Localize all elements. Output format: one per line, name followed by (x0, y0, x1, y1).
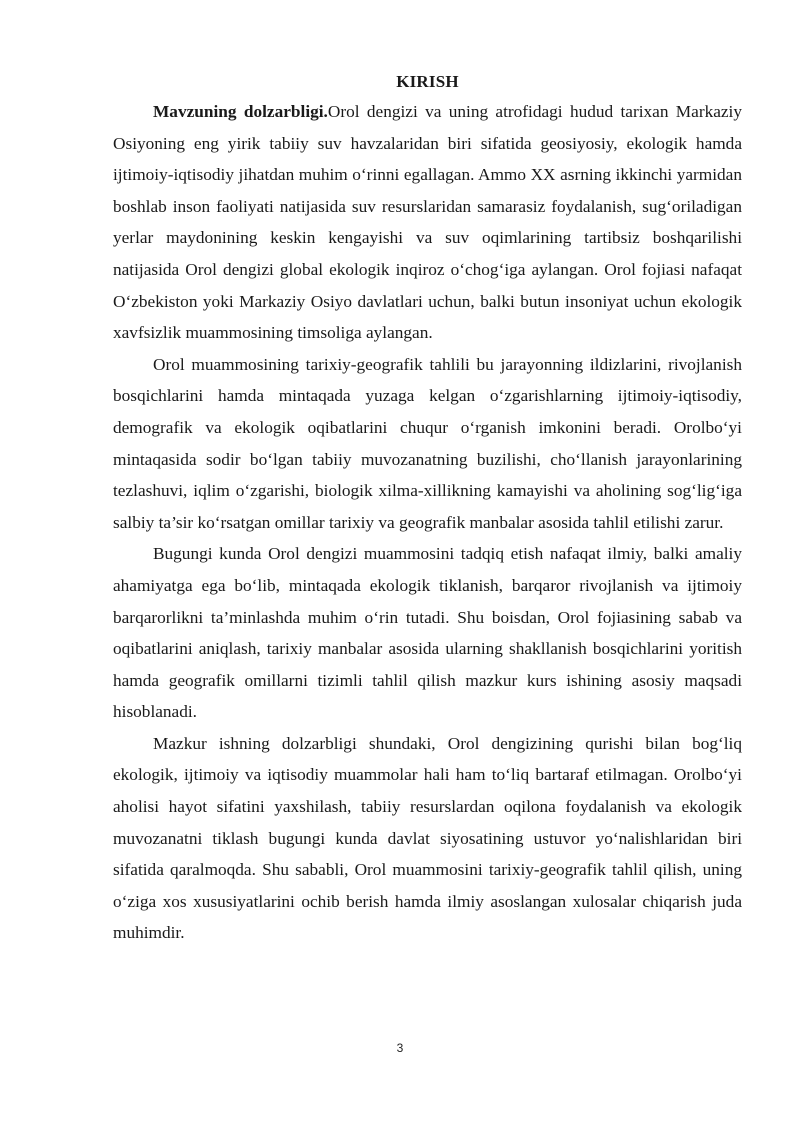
paragraph-text: Mazkur ishning dolzarbligi shundaki, Orol dengizining qurishi bilan bog‘liq ekologik, ijtimoiy va iqtisodiy muammolar hali ham to‘liq bartaraf etilmagan. Orolbo‘yi aholisi hayot sifatini yaxshilash, tabiiy resurslardan oqilona foydalanish va ekologik muvozanatni tiklash bugungi kunda davlat siyosatining ustuvor yo‘nalishlaridan biri sifatida qaralmoqda. Shu sababli, Orol muammosini tarixiy-geografik tahlil qilish, uning o‘ziga xos xususiyatlarini ochib berish hamda ilmiy asoslangan xulosalar chiqarish juda muhimdir. (113, 733, 742, 943)
paragraph-relevance (113, 96, 742, 349)
paragraph-research-goal (113, 538, 742, 728)
paragraph-text: Orol muammosining tarixiy-geografik tahlili bu jarayonning ildizlarini, rivojlanish bosqichlarini hamda mintaqada yuzaga kelgan o‘zgarishlarning ijtimoiy-iqtisodiy, demografik va ekologik oqibatlarini chuqur o‘rganish imkonini beradi. Orolbo‘yi mintaqasida sodir bo‘lgan tabiiy muvozanatning buzilishi, cho‘llanish jarayonlarining tezlashuvi, iqlim o‘zgarishi, biologik xilma-xillikning kamayishi va aholining sog‘lig‘iga salbiy ta’sir ko‘rsatgan omillar tarixiy va geografik manbalar asosida tahlil etilishi zarur. (113, 354, 742, 532)
paragraph-text: Bugungi kunda Orol dengizi muammosini tadqiq etish nafaqat ilmiy, balki amaliy ahamiyatga ega bo‘lib, mintaqada ekologik tiklanish, barqaror rivojlanish va ijtimoiy barqarorlikni ta’minlashda muhim o‘rin tutadi. Shu boisdan, Orol fojiasining sabab va oqibatlarini aniqlash, tarixiy manbalar asosida ularning shakllanish bosqichlarini yoritish hamda geografik omillarni tizimli tahlil qilish mazkur kurs ishining asosiy maqsadi hisoblanadi. (113, 544, 742, 722)
paragraph-importance (113, 728, 742, 949)
section-heading: KIRISH (396, 72, 459, 91)
paragraph-lead: Mavzuning dolzarbligi. (153, 102, 328, 121)
document-page (113, 70, 742, 949)
paragraph-historical-analysis (113, 349, 742, 539)
page-number: 3 (396, 1041, 404, 1055)
paragraph-text: Orol dengizi va uning atrofidagi hudud tarixan Markaziy Osiyoning eng yirik tabiiy suv havzalaridan biri sifatida geosiyosiy, ekologik hamda ijtimoiy-iqtisodiy jihatdan muhim o‘rinni egallagan. Ammo XX asrning ikkinchi yarmidan boshlab inson faoliyati natijasida suv resurslaridan samarasiz foydalanish, sug‘oriladigan yerlar maydonining keskin kengayishi va suv oqimlarining tartibsiz boshqarilishi natijasida Orol dengizi global ekologik inqiroz o‘chog‘iga aylangan. Orol fojiasi nafaqat O‘zbekiston yoki Markaziy Osiyo davlatlari uchun, balki butun insoniyat uchun ekologik xavfsizlik muammosining timsoliga aylangan. (113, 102, 743, 343)
